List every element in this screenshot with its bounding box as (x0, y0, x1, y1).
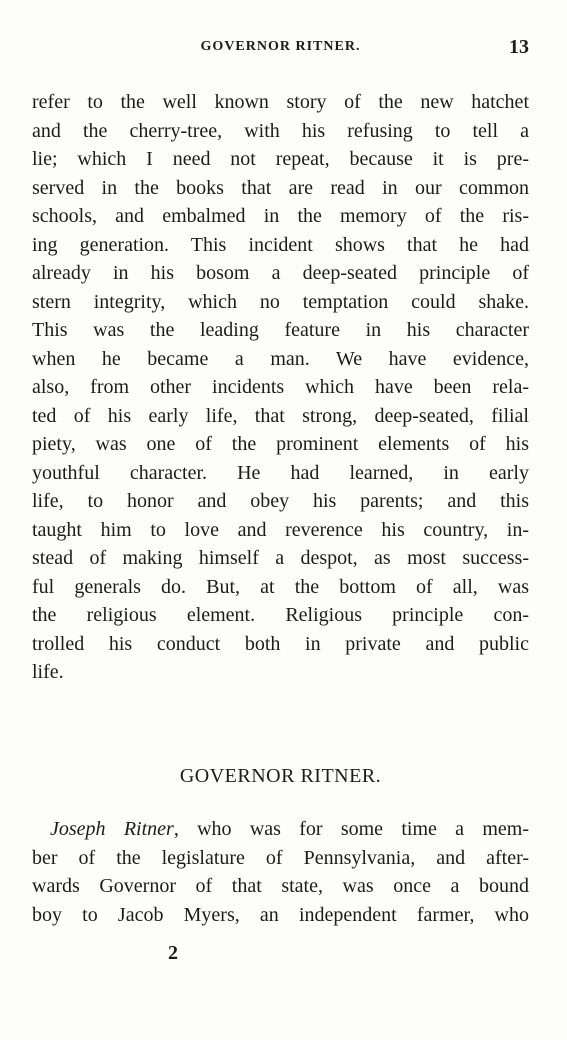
text-line: boy to Jacob Myers, an independent farmer, who (32, 903, 529, 926)
text-line: life. (32, 661, 64, 683)
text-line: refer to the well known story of the new hatchet (32, 91, 529, 113)
text-line: ful generals do. But, at the bottom of all, was (32, 575, 529, 598)
text-line: served in the books that are read in our common (32, 176, 529, 199)
paragraph-washington (32, 88, 529, 687)
text-line: also, from other incidents which have been rela- (32, 376, 529, 398)
text-line: ted of his early life, that strong, deep-seated, filial (32, 404, 529, 427)
text-line: ing generation. This incident shows that he had (32, 233, 529, 256)
page-number: 13 (509, 36, 529, 58)
signature-mark: 2 (168, 942, 178, 964)
text-line: trolled his conduct both in private and public (32, 632, 529, 655)
text-line: piety, was one of the prominent elements of his (32, 433, 529, 455)
text-line: youthful character. He had learned, in early (32, 461, 529, 484)
text-line: ber of the legislature of Pennsylvania, and after- (32, 846, 529, 869)
running-head (32, 36, 529, 60)
text-line: and the cherry-tree, with his refusing to tell a (32, 119, 529, 142)
text-line (32, 815, 529, 844)
text-line: the religious element. Religious principle con- (32, 604, 529, 626)
paragraph-ritner (32, 815, 529, 929)
section-heading: GOVERNOR RITNER. (179, 765, 382, 787)
text-line: taught him to love and reverence his country, in- (32, 518, 529, 541)
text-fragment: , who was for some time a mem- (173, 818, 529, 840)
text-line: already in his bosom a deep-seated principle of (32, 262, 529, 284)
text-line: stern integrity, which no temptation could shake. (32, 290, 529, 313)
text-line: wards Governor of that state, was once a bound (32, 875, 529, 897)
person-name: Joseph Ritner (50, 818, 174, 840)
text-line: when he became a man. We have evidence, (32, 347, 529, 370)
text-line: life, to honor and obey his parents; and this (32, 490, 529, 512)
text-line: stead of making himself a despot, as most success- (32, 547, 529, 569)
text-line: lie; which I need not repeat, because it is pre- (32, 148, 529, 170)
running-title: GOVERNOR RITNER. (200, 39, 361, 54)
text-line: This was the leading feature in his character (32, 319, 529, 341)
text-line: schools, and embalmed in the memory of the ris- (32, 205, 529, 227)
